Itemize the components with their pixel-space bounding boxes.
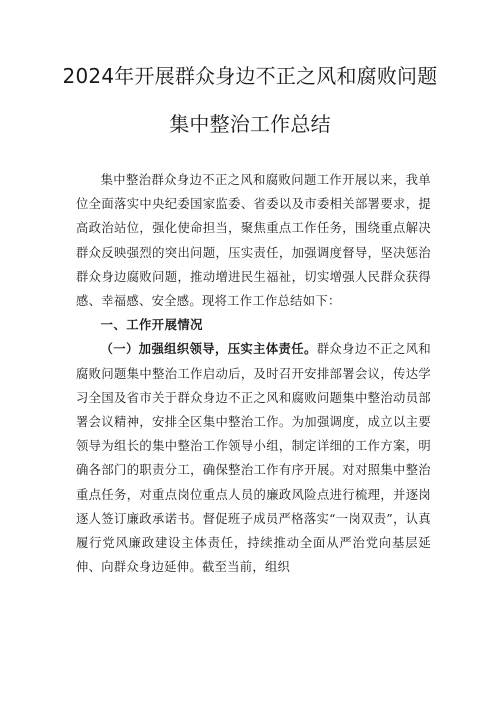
subsection-paragraph-1 xyxy=(76,337,431,579)
subsection-lead-1: （一）加强组织领导，压实主体责任。 xyxy=(100,342,317,357)
subsection-body-1: 群众身边不正之风和腐败问题集中整治工作启动后，及时召开安排部署会议，传达学习全国及省市关于群众身边不正之风和腐败问题集中整治动员部署会议精神，安排全区集中整治工作。为加强调度，成立以主要领导为组长的集中整治工作领导小组，制定详细的工作方案，明确各部门的职责分工，确保整治工作有序开展。对对照集中整治重点任务，对重点岗位重点人员的廉政风险点进行梳理，并逐岗逐人签订廉政承诺书。督促班子成员严格落实“一岗双责”，认真履行党风廉政建设主体责任，持续推动全面从严治党向基层延伸、向群众身边延伸。截至当前，组织 xyxy=(76,342,431,575)
section-heading-1: 一、工作开展情况 xyxy=(100,318,203,333)
intro-paragraph: 集中整治群众身边不正之风和腐败问题工作开展以来，我单位全面落实中央纪委国家监委、省委以及市委相关部署要求，提高政治站位，强化使命担当，聚焦重点工作任务，围绕重点解决群众反映强烈的突出问题，压实责任，加强调度督导，坚决惩治群众身边腐败问题，推动增进民生福祉，切实增强人民群众获得感、幸福感、安全感。现将工作工作总结如下： xyxy=(76,173,431,309)
document-body xyxy=(76,168,431,579)
document-title-line-1: 2024年开展群众身边不正之风和腐败问题 xyxy=(62,64,438,88)
document-title-line-2: 集中整治工作总结 xyxy=(169,112,331,136)
